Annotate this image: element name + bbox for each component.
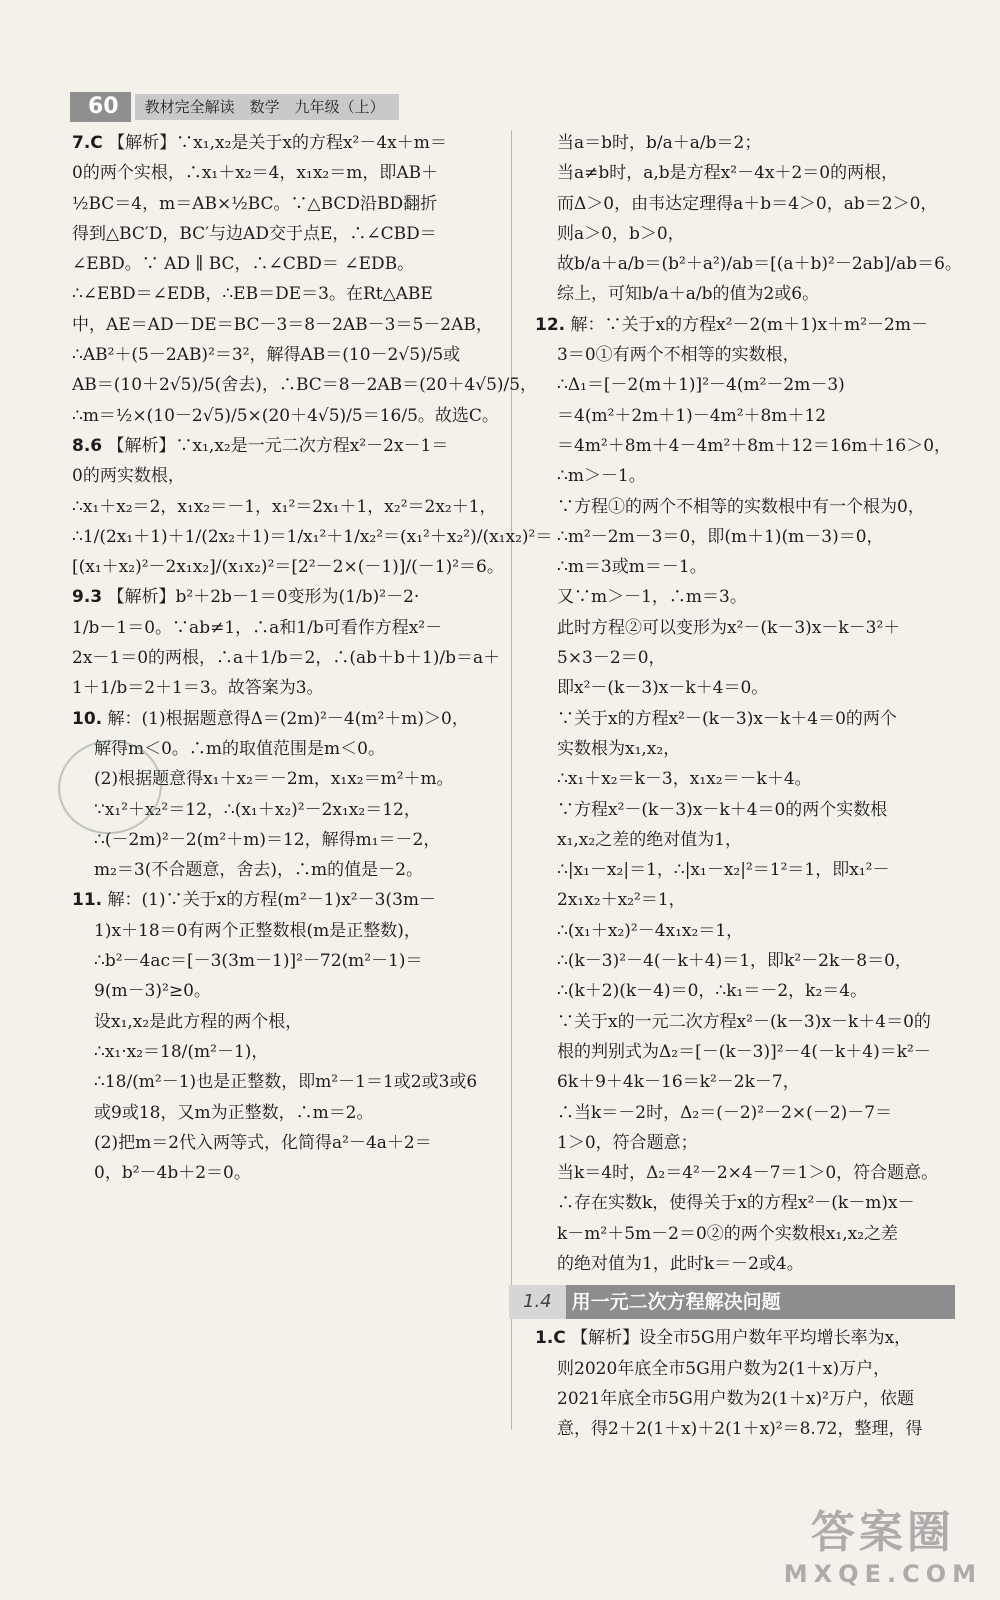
line-text: 当a≠b时，a,b是方程x²－4x＋2＝0的两根， <box>557 163 899 184</box>
line-text: 3＝0①有两个不相等的实数根， <box>557 345 800 366</box>
answer-line <box>535 582 955 612</box>
line-text: ∵x₁²＋x₂²＝12，∴(x₁＋x₂)²－2x₁x₂＝12， <box>94 799 421 820</box>
line-text: 当a＝b时，b/a＋a/b＝2； <box>557 133 762 153</box>
answer-line <box>535 643 955 673</box>
answer-line <box>535 461 955 491</box>
answer-line <box>535 764 955 794</box>
line-text: ∴m²－2m－3＝0，即(m＋1)(m－3)＝0， <box>557 526 884 547</box>
answer-line <box>72 1007 490 1037</box>
line-text: 6k＋9＋4k－16＝k²－2k－7， <box>557 1072 800 1093</box>
line-text: 根的判别式为Δ₂＝[－(k－3)]²－4(－k＋4)＝k²－ <box>557 1041 931 1062</box>
line-text: ＝4m²＋8m＋4－4m²＋8m＋12＝16m＋16＞0， <box>557 435 952 456</box>
answer-line <box>535 855 955 885</box>
line-text: k－m²＋5m－2＝0②的两个实数根x₁,x₂之差 <box>557 1223 899 1244</box>
line-text: 5×3－2＝0， <box>557 648 666 669</box>
answer-line <box>72 189 490 219</box>
answer-line <box>535 522 955 552</box>
watermark-url: MXQE.COM <box>783 1560 982 1588</box>
answer-line <box>535 370 955 400</box>
answer-line <box>535 946 955 976</box>
answer-line <box>535 552 955 582</box>
question-number: 7.C <box>72 133 103 153</box>
left-column <box>72 128 553 1188</box>
line-text: 此时方程②可以变形为x²－(k－3)x－k－3²＋ <box>557 617 901 638</box>
answer-line <box>72 310 493 340</box>
answer-line <box>72 643 501 673</box>
question-number: 1.C <box>535 1328 566 1349</box>
answer-line <box>72 1067 490 1097</box>
line-text: ∴∠EBD＝∠EDB，∴EB＝DE＝3。在Rt△ABE <box>72 284 433 305</box>
line-text: 当k＝4时，Δ₂＝4²－2×4－7＝1＞0，符合题意。 <box>557 1163 939 1184</box>
line-text: 中，AE＝AD－DE＝BC－3＝8－2AB－3＝5－2AB， <box>72 314 493 335</box>
section-heading <box>509 1285 955 1319</box>
answer-line <box>72 1128 490 1158</box>
line-text: ∴Δ₁＝[－2(m＋1)]²－4(m²－2m－3) <box>557 375 845 396</box>
line-text: 1＋1/b＝2＋1＝3。故答案为3。 <box>72 678 324 699</box>
line-text: 或9或18，又m为正整数，∴m＝2。 <box>94 1102 374 1123</box>
line-text: 【解析】b²＋2b－1＝0变形为(1/b)²－2· <box>107 587 420 608</box>
answer-line <box>535 189 955 219</box>
answer-line <box>535 1007 955 1037</box>
line-text: 0，b²－4b＋2＝0。 <box>94 1163 251 1184</box>
column-divider <box>511 130 512 1430</box>
line-text: 得到△BC′D，BC′与边AD交于点E，∴∠CBD＝ <box>72 223 437 244</box>
answer-line <box>72 673 490 703</box>
line-text: 即x²－(k－3)x－k＋4＝0。 <box>557 678 769 699</box>
line-text: 综上，可知b/a＋a/b的值为2或6。 <box>557 284 820 305</box>
answer-line <box>535 795 955 825</box>
answer-line <box>72 492 497 522</box>
answer-line <box>535 885 955 915</box>
answer-line <box>535 401 955 431</box>
question-line <box>535 310 955 340</box>
line-text: ∴b²－4ac＝[－3(3m－1)]²－72(m²－1)＝ <box>94 951 423 972</box>
answer-line <box>535 613 955 643</box>
line-text: x₁,x₂之差的绝对值为1， <box>557 829 743 850</box>
line-text: 又∵m＞－1，∴m＝3。 <box>557 587 747 608</box>
line-text: ∴x₁＋x₂＝k－3，x₁x₂＝－k＋4。 <box>557 769 812 790</box>
line-text: 则a＞0，b＞0， <box>557 223 685 244</box>
line-text: ∴AB²＋(5－2AB)²＝3²，解得AB＝(10－2√5)/5或 <box>72 345 461 366</box>
answer-line <box>535 976 955 1006</box>
question-number: 12. <box>535 314 566 335</box>
answer-line <box>72 946 490 976</box>
line-text: ∴m＞－1。 <box>557 466 646 487</box>
line-text: 故b/a＋a/b＝(b²＋a²)/ab＝[(a＋b)²－2ab]/ab＝6。 <box>557 254 962 275</box>
line-text: 实数根为x₁,x₂， <box>557 738 681 759</box>
line-text: 解：(1)∵关于x的方程(m²－1)x²－3(3m－ <box>107 890 437 911</box>
answer-line <box>535 1414 955 1444</box>
page-number: 60 <box>70 92 131 122</box>
line-text: ＝4(m²＋2m＋1)－4m²＋8m＋12 <box>557 405 827 426</box>
question-line <box>72 582 490 612</box>
answer-line <box>72 461 490 491</box>
question-line <box>72 431 490 461</box>
line-text: 9(m－3)²≥0。 <box>94 981 211 1002</box>
answer-line <box>535 1384 955 1414</box>
answer-line <box>535 1354 955 1384</box>
line-text: ∵关于x的一元二次方程x²－(k－3)x－k＋4＝0的 <box>557 1011 931 1032</box>
line-text: 2x－1＝0的两根，∴a＋1/b＝2，∴(ab＋b＋1)/b＝a＋ <box>72 648 501 669</box>
answer-line <box>535 492 955 522</box>
answer-line <box>535 1098 955 1128</box>
answer-line <box>72 340 490 370</box>
answer-line <box>535 431 955 461</box>
line-text: 【解析】设全市5G用户数年平均增长率为x， <box>571 1328 912 1349</box>
answer-line <box>72 401 499 431</box>
answer-line <box>72 916 490 946</box>
line-text: [(x₁＋x₂)²－2x₁x₂]/(x₁x₂)²＝[2²－2×(－1)]/(－1)²＝6。 <box>72 557 504 578</box>
answer-line <box>535 1219 955 1249</box>
answer-line <box>535 249 962 279</box>
answer-line <box>535 340 955 370</box>
line-text: 则2020年底全市5G用户数为2(1＋x)万户， <box>557 1358 891 1379</box>
page-header <box>70 92 399 122</box>
answer-line <box>535 1158 955 1188</box>
watermark-logo-text: 答案圈 <box>810 1507 955 1558</box>
answer-line <box>72 279 490 309</box>
line-text: (2)把m＝2代入两等式，化简得a²－4a＋2＝ <box>94 1132 432 1153</box>
line-text: ∴m＝3或m＝－1。 <box>557 557 707 578</box>
line-text: 意，得2＋2(1＋x)＋2(1＋x)²＝8.72，整理，得 <box>557 1419 923 1440</box>
line-text: ∴(x₁＋x₂)²－4x₁x₂＝1， <box>557 920 744 941</box>
line-text: 0的两实数根， <box>72 466 185 487</box>
line-text: ∵方程①的两个不相等的实数根中有一个根为0， <box>557 496 925 517</box>
answer-line <box>535 158 955 188</box>
question-line <box>72 128 490 158</box>
line-text: ∠EBD。∵ AD ∥ BC，∴∠CBD＝ ∠EDB。 <box>72 254 415 275</box>
answer-line <box>72 613 490 643</box>
line-text: 1＞0，符合题意； <box>557 1132 698 1153</box>
line-text: ∴|x₁－x₂|＝1，∴|x₁－x₂|²＝1²＝1，即x₁²－ <box>557 860 890 881</box>
line-text: ∴存在实数k，使得关于x的方程x²－(k－m)x－ <box>557 1193 915 1214</box>
answer-line <box>72 219 490 249</box>
line-text: ∴1/(2x₁＋1)＋1/(2x₂＋1)＝1/x₁²＋1/x₂²＝(x₁²＋x₂²)/(x₁x₂)²＝ <box>72 526 553 547</box>
line-text: ∴x₁·x₂＝18/(m²－1)， <box>94 1041 269 1062</box>
line-text: 0的两个实根，∴x₁＋x₂＝4，x₁x₂＝m，即AB＋ <box>72 163 439 184</box>
answer-line <box>535 916 955 946</box>
line-text: ∴当k＝－2时，Δ₂＝(－2)²－2×(－2)－7＝ <box>557 1102 893 1123</box>
line-text: ∴m＝½×(10－2√5)/5×(20＋4√5)/5＝16/5。故选C。 <box>72 405 499 426</box>
line-text: 2x₁x₂＋x₂²＝1， <box>557 890 686 911</box>
answer-line <box>535 704 955 734</box>
line-text: ∴(k＋2)(k－4)＝0，∴k₁＝－2，k₂＝4。 <box>557 981 868 1002</box>
line-text: ½BC＝4，m＝AB×½BC。∵△BCD沿BD翻折 <box>72 193 438 214</box>
question-number: 11. <box>72 890 103 911</box>
line-text: 【解析】∵x₁,x₂是关于x的方程x²－4x＋m＝ <box>108 133 447 153</box>
answer-line <box>72 370 538 400</box>
line-text: 2021年底全市5G用户数为2(1＋x)²万户，依题 <box>557 1388 914 1409</box>
line-text: 解得m＜0。∴m的取值范围是m＜0。 <box>94 738 385 759</box>
answer-line <box>535 128 955 158</box>
line-text: 的绝对值为1，此时k＝－2或4。 <box>557 1253 804 1274</box>
answer-line <box>72 249 490 279</box>
answer-line <box>72 522 553 552</box>
line-text: ∵关于x的方程x²－(k－3)x－k＋4＝0的两个 <box>557 708 897 729</box>
answer-line <box>535 825 955 855</box>
right-column <box>523 128 962 1444</box>
answer-line <box>535 1249 955 1279</box>
answer-line <box>535 1037 955 1067</box>
answer-line <box>72 1158 490 1188</box>
line-text: ∴(k－3)²－4(－k＋4)＝1，即k²－2k－8＝0， <box>557 951 912 972</box>
line-text: (2)根据题意得x₁＋x₂＝－2m，x₁x₂＝m²＋m。 <box>94 769 454 790</box>
question-line <box>72 885 490 915</box>
line-text: 解：∵关于x的方程x²－2(m＋1)x＋m²－2m－ <box>570 314 928 335</box>
question-line <box>535 1323 955 1353</box>
answer-line <box>72 825 490 855</box>
site-watermark <box>784 1496 982 1588</box>
answer-line <box>72 976 490 1006</box>
line-text: ∴x₁＋x₂＝2，x₁x₂＝－1，x₁²＝2x₁＋1，x₂²＝2x₂＋1， <box>72 496 497 517</box>
answer-line <box>535 673 955 703</box>
answer-line <box>72 552 504 582</box>
answer-line <box>535 1067 955 1097</box>
answer-line <box>535 1128 955 1158</box>
question-line <box>72 704 490 734</box>
answer-line <box>72 158 490 188</box>
line-text: ∴(－2m)²－2(m²＋m)＝12，解得m₁＝－2， <box>94 829 441 850</box>
answer-line <box>535 734 955 764</box>
line-text: ∵方程x²－(k－3)x－k＋4＝0的两个实数根 <box>557 799 888 820</box>
line-text: 设x₁,x₂是此方程的两个根， <box>94 1011 303 1032</box>
answer-line <box>535 1188 955 1218</box>
question-number: 9.3 <box>72 587 103 608</box>
section-number: 1.4 <box>509 1285 566 1319</box>
line-text: 解：(1)根据题意得Δ＝(2m)²－4(m²＋m)＞0， <box>107 708 469 729</box>
line-text: 1)x＋18＝0有两个正整数根(m是正整数)， <box>94 920 421 941</box>
line-text: 而Δ＞0，由韦达定理得a＋b＝4＞0，ab＝2＞0， <box>557 193 938 214</box>
answer-line <box>72 855 490 885</box>
book-title: 教材完全解读 数学 九年级（上） <box>135 94 399 120</box>
answer-line <box>535 219 955 249</box>
answer-line <box>72 1098 490 1128</box>
section-title: 用一元二次方程解决问题 <box>566 1285 955 1319</box>
answer-line <box>72 1037 490 1067</box>
answer-line <box>535 279 955 309</box>
line-text: m₂＝3(不合题意，舍去)，∴m的值是－2。 <box>94 860 423 881</box>
line-text: 1/b－1＝0。∵ab≠1，∴a和1/b可看作方程x²－ <box>72 617 443 638</box>
line-text: AB＝(10＋2√5)/5(舍去)，∴BC＝8－2AB＝(20＋4√5)/5， <box>72 375 538 396</box>
question-number: 8.6 <box>72 435 103 456</box>
line-text: ∴18/(m²－1)也是正整数，即m²－1＝1或2或3或6 <box>94 1072 478 1093</box>
question-number: 10. <box>72 708 103 729</box>
line-text: 【解析】∵x₁,x₂是一元二次方程x²－2x－1＝ <box>107 435 449 456</box>
